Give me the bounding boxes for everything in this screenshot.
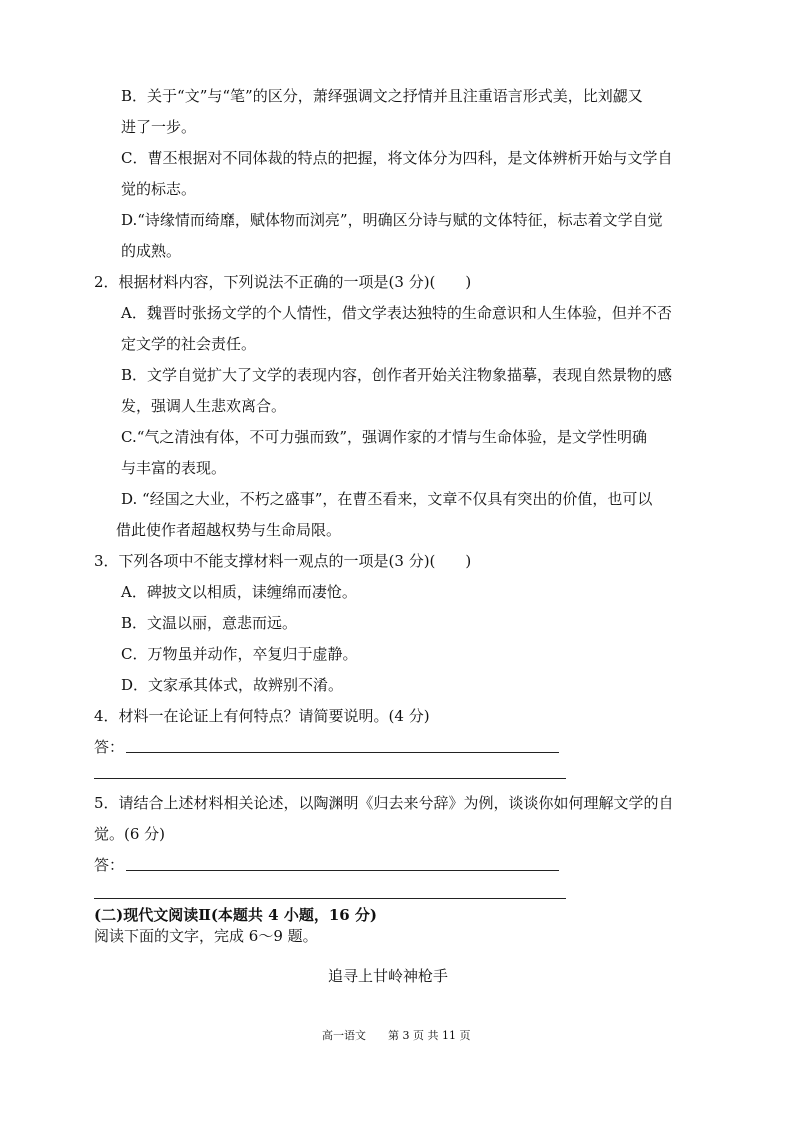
q2-option-d-line1: D. “经国之大业，不朽之盛事”，在曹丕看来，文章不仅具有突出的价值，也可以 <box>121 490 653 508</box>
q5-answer-line-2[interactable] <box>94 898 566 899</box>
q1-option-d-line1: D.“诗缘情而绮靡，赋体物而浏亮”，明确区分诗与赋的文体特征，标志着文学自觉 <box>121 211 663 229</box>
q2-option-a-line1: A．魏晋时张扬文学的个人情性，借文学表达独特的生命意识和人生体验，但并不否 <box>121 304 672 322</box>
q4-answer-label: 答： <box>94 738 125 756</box>
q1-option-b-line1: B．关于“文”与“笔”的区分，萧绎强调文之抒情并且注重语言形式美，比刘勰又 <box>121 87 643 105</box>
q1-option-c-line1: C．曹丕根据对不同体裁的特点的把握，将文体分为四科，是文体辨析开始与文学自 <box>121 149 673 167</box>
q2-option-d-line2: 借此使作者超越权势与生命局限。 <box>116 521 342 539</box>
q3-option-a: A．碑披文以相质，诔缠绵而凄怆。 <box>121 583 357 601</box>
q1-option-d-line2: 的成熟。 <box>121 242 182 260</box>
q2-option-b-line1: B．文学自觉扩大了文学的表现内容，创作者开始关注物象描摹，表现自然景物的感 <box>121 366 673 384</box>
q5-stem-line1: 5．请结合上述材料相关论述，以陶渊明《归去来兮辞》为例，谈谈你如何理解文学的自 <box>94 794 674 812</box>
q4-stem: 4．材料一在论证上有何特点？请简要说明。(4 分) <box>94 707 430 725</box>
section-instruction: 阅读下面的文字，完成 6～9 题。 <box>94 927 318 945</box>
q2-option-c-line1: C.“气之清浊有体，不可力强而致”，强调作家的才情与生命体验，是文学性明确 <box>121 428 648 446</box>
q3-option-c: C．万物虽并动作，卒复归于虚静。 <box>121 645 358 663</box>
q3-option-d: D．文家承其体式，故辨别不淆。 <box>121 676 344 694</box>
q2-option-c-line2: 与丰富的表现。 <box>121 459 227 477</box>
section-heading: (二)现代文阅读Ⅱ(本题共 4 小题，16 分) <box>94 906 378 924</box>
q2-option-b-line2: 发，强调人生悲欢离合。 <box>121 397 287 415</box>
footer-page-number: 第 3 页 共 11 页 <box>388 1029 471 1042</box>
q1-option-c-line2: 觉的标志。 <box>121 180 197 198</box>
q5-answer-line-1[interactable] <box>126 870 559 871</box>
q5-stem-line2: 觉。(6 分) <box>94 825 166 843</box>
q1-option-b-line2: 进了一步。 <box>121 118 197 136</box>
q3-option-b: B．文温以丽，意悲而远。 <box>121 614 298 632</box>
q2-stem: 2．根据材料内容，下列说法不正确的一项是(3 分)( ) <box>94 273 472 291</box>
q4-answer-line-2[interactable] <box>94 778 566 779</box>
q3-stem: 3．下列各项中不能支撑材料一观点的一项是(3 分)( ) <box>94 552 472 570</box>
q2-option-a-line2: 定文学的社会责任。 <box>121 335 257 353</box>
article-title: 追寻上甘岭神枪手 <box>328 967 449 985</box>
footer-subject: 高一语文 <box>322 1029 366 1042</box>
q5-answer-label: 答： <box>94 856 125 874</box>
q4-answer-line-1[interactable] <box>126 752 559 753</box>
